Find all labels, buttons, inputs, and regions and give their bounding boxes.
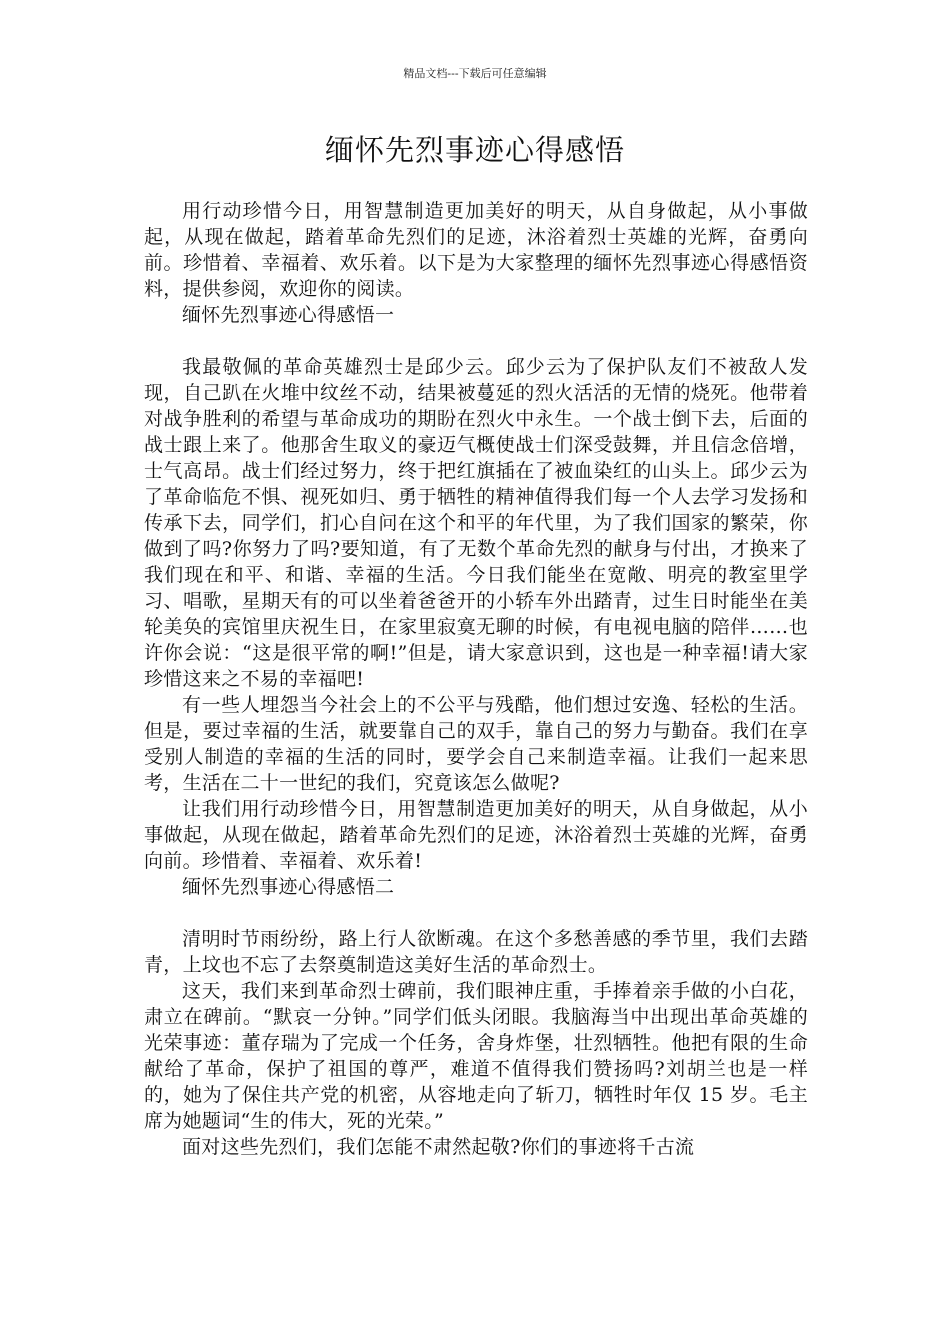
intro-paragraph: 用行动珍惜今日，用智慧制造更加美好的明天，从自身做起，从小事做起，从现在做起，踏着革命先烈们的足迹，沐浴着烈士英雄的光辉，奋勇向前。珍惜着、幸福着、欢乐着。以下是为大家整理的缅怀先烈事迹心得感悟资料，提供参阅，欢迎你的阅读。 <box>144 200 808 300</box>
section-heading-1: 缅怀先烈事迹心得感悟一 <box>182 304 395 326</box>
document-body <box>144 198 808 1160</box>
section2-paragraph-1: 清明时节雨纷纷，路上行人欲断魂。在这个多愁善感的季节里，我们去踏青，上坟也不忘了去祭奠制造这美好生活的革命烈士。 <box>144 928 808 976</box>
section1-paragraph-3: 让我们用行动珍惜今日，用智慧制造更加美好的明天，从自身做起，从小事做起，从现在做起，踏着革命先烈们的足迹，沐浴着烈士英雄的光辉，奋勇向前。珍惜着、幸福着、欢乐着! <box>144 798 808 872</box>
section-heading-2: 缅怀先烈事迹心得感悟二 <box>182 876 395 898</box>
section1-paragraph-2: 有一些人埋怨当今社会上的不公平与残酷，他们想过安逸、轻松的生活。但是，要过幸福的生活，就要靠自己的双手，靠自己的努力与勤奋。我们在享受别人制造的幸福的生活的同时，要学会自己来制造幸福。让我们一起来思考，生活在二十一世纪的我们，究竟该怎么做呢? <box>144 694 808 794</box>
header-note: 精品文档---下载后可任意编辑 <box>403 67 547 80</box>
document-title: 缅怀先烈事迹心得感悟 <box>324 133 625 167</box>
section1-paragraph-1: 我最敬佩的革命英雄烈士是邱少云。邱少云为了保护队友们不被敌人发现，自己趴在火堆中纹丝不动，结果被蔓延的烈火活活的无情的烧死。他带着对战争胜利的希望与革命成功的期盼在烈火中永生。一个战士倒下去，后面的战士跟上来了。他那舍生取义的豪迈气概使战士们深受鼓舞，并且信念倍增，士气高昂。战士们经过努力，终于把红旗插在了被血染红的山头上。邱少云为了革命临危不惧、视死如归、勇于牺牲的精神值得我们每一个人去学习发扬和传承下去，同学们，扪心自问在这个和平的年代里，为了我们国家的繁荣，你做到了吗?你努力了吗?要知道，有了无数个革命先烈的献身与付出，才换来了我们现在和平、和谐、幸福的生活。今日我们能坐在宽敞、明亮的教室里学习、唱歌，星期天有的可以坐着爸爸开的小轿车外出踏青，过生日时能坐在美轮美奂的宾馆里庆祝生日，在家里寂寞无聊的时候，有电视电脑的陪伴……也许你会说：“这是很平常的啊!”但是，请大家意识到，这也是一种幸福!请大家珍惜这来之不易的幸福吧! <box>144 356 808 690</box>
section2-paragraph-2: 这天，我们来到革命烈士碑前，我们眼神庄重，手捧着亲手做的小白花，肃立在碑前。“默哀一分钟。”同学们低头闭眼。我脑海当中出现出革命英雄的光荣事迹：董存瑞为了完成一个任务，舍身炸堡，壮烈牺牲。他把有限的生命献给了革命，保护了祖国的尊严，难道不值得我们赞扬吗?刘胡兰也是一样的，她为了保住共产党的机密，从容地走向了斩刀，牺牲时年仅 15 岁。毛主席为她题词“生的伟大，死的光荣。” <box>144 980 808 1132</box>
section2-paragraph-3: 面对这些先烈们，我们怎能不肃然起敬?你们的事迹将千古流 <box>182 1136 695 1158</box>
